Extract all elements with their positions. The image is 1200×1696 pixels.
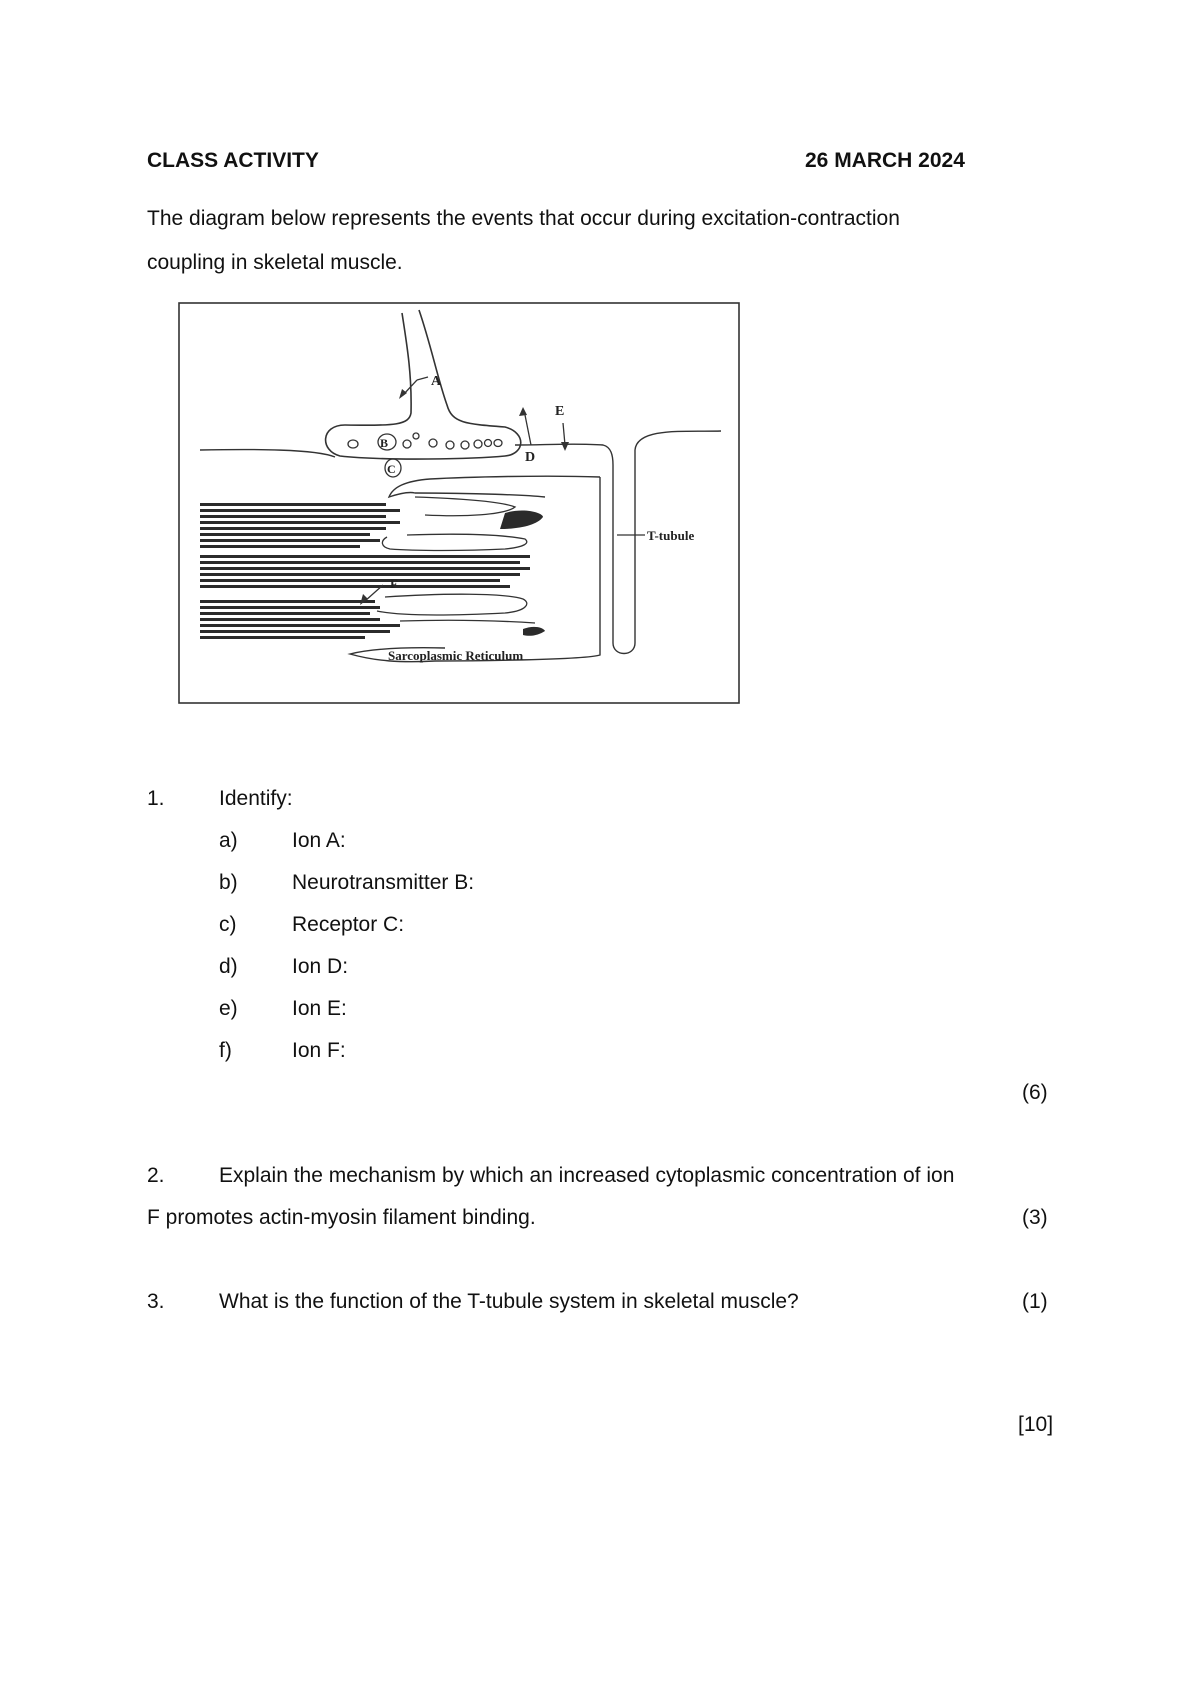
q1-item-text: Receptor C: (292, 913, 405, 936)
label-f: F (390, 576, 398, 591)
intro-line-2: coupling in skeletal muscle. (147, 251, 403, 274)
intro-line-1: The diagram below represents the events that occur during excitation-contraction (147, 207, 900, 230)
q1-item-letter: e) (219, 997, 238, 1020)
q1-item-text: Ion F: (292, 1039, 346, 1062)
label-b: B (380, 436, 389, 450)
label-a: A (431, 374, 442, 389)
q1-item-letter: c) (219, 913, 237, 936)
q2-number: 2. (147, 1164, 165, 1187)
q1-item-text: Neurotransmitter B: (292, 871, 475, 894)
q1-item-letter: a) (219, 829, 238, 852)
q1-marks: (6) (1022, 1081, 1048, 1104)
q1-item-letter: b) (219, 871, 238, 894)
label-sarcoplasmic-reticulum: Sarcoplasmic Reticulum (388, 648, 524, 663)
q1-item-text: Ion D: (292, 955, 349, 978)
q1-number: 1. (147, 787, 165, 810)
q2-line-2: F promotes actin-myosin filament binding. (147, 1206, 536, 1229)
label-e: E (555, 404, 565, 419)
label-c: C (387, 462, 396, 476)
q2-line-1: Explain the mechanism by which an increased cytoplasmic concentration of ion (219, 1164, 955, 1187)
ec-coupling-diagram (145, 285, 765, 720)
q1-item-text: Ion E: (292, 997, 347, 1020)
q2-marks: (3) (1022, 1206, 1048, 1229)
q3-text: What is the function of the T-tubule system in skeletal muscle? (219, 1290, 799, 1313)
q1-item-letter: f) (219, 1039, 232, 1062)
q3-marks: (1) (1022, 1290, 1048, 1313)
q1-prompt: Identify: (219, 787, 293, 810)
label-t-tubule: T-tubule (647, 528, 695, 543)
q3-number: 3. (147, 1290, 165, 1313)
q1-item-letter: d) (219, 955, 238, 978)
total-marks: [10] (1018, 1413, 1054, 1436)
page-title: CLASS ACTIVITY (147, 149, 319, 172)
label-d: D (525, 450, 536, 465)
q1-item-text: Ion A: (292, 829, 346, 852)
page-date: 26 MARCH 2024 (805, 149, 965, 172)
